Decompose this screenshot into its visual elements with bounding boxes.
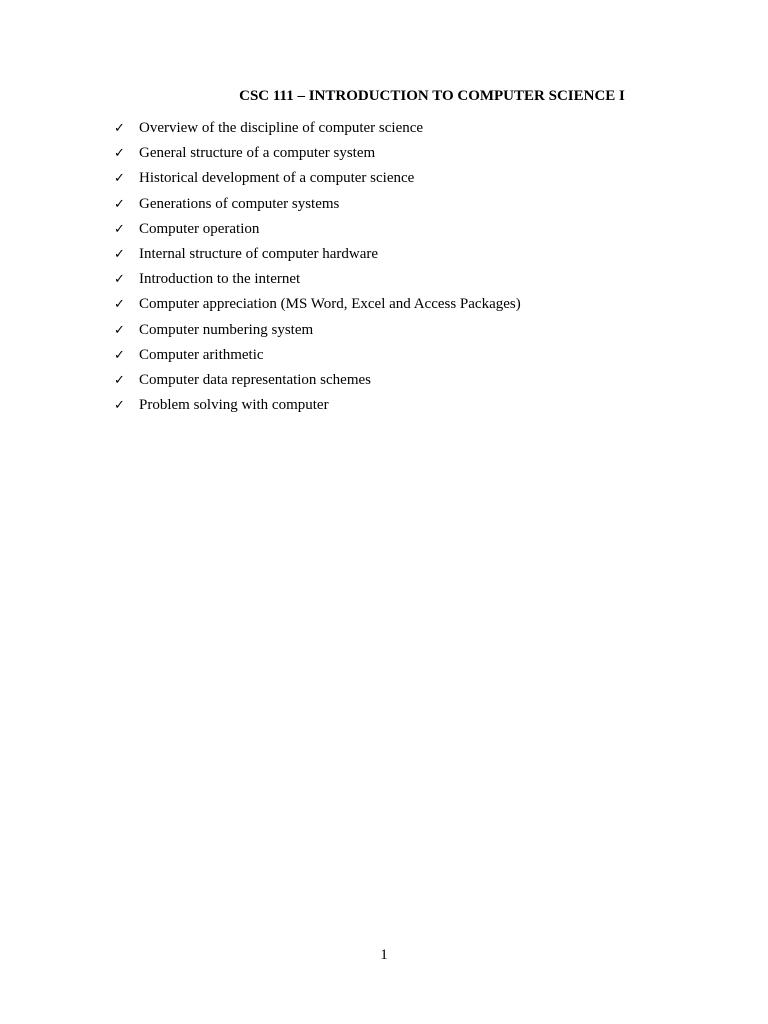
topic-text: Computer arithmetic — [139, 346, 264, 363]
check-icon: ✓ — [114, 146, 125, 162]
page-title: CSC 111 – INTRODUCTION TO COMPUTER SCIENCE I — [239, 88, 625, 104]
list-item — [114, 141, 521, 166]
page-number: 1 — [380, 947, 388, 963]
topic-text: Computer operation — [139, 220, 260, 237]
check-icon: ✓ — [114, 297, 125, 313]
check-icon: ✓ — [114, 322, 125, 338]
check-icon: ✓ — [114, 221, 125, 237]
topic-text: Generations of computer systems — [139, 195, 340, 212]
topic-text: Overview of the discipline of computer science — [139, 120, 424, 137]
check-icon: ✓ — [114, 247, 125, 263]
topic-text: Internal structure of computer hardware — [139, 246, 379, 263]
list-item — [114, 116, 521, 141]
topic-text: Introduction to the internet — [139, 271, 301, 288]
list-item — [114, 343, 521, 368]
check-icon: ✓ — [114, 196, 125, 212]
check-icon: ✓ — [114, 171, 125, 187]
list-item — [114, 217, 521, 242]
list-item — [114, 267, 521, 292]
check-icon: ✓ — [114, 121, 125, 137]
topic-text: Computer appreciation (MS Word, Excel and Access Packages) — [139, 296, 521, 313]
topic-text: General structure of a computer system — [139, 145, 376, 162]
list-item — [114, 368, 521, 393]
check-icon: ✓ — [114, 372, 125, 388]
topic-text: Problem solving with computer — [139, 397, 329, 414]
list-item — [114, 292, 521, 317]
list-item — [114, 318, 521, 343]
check-icon: ✓ — [114, 272, 125, 288]
topic-list — [114, 116, 521, 418]
topic-text: Historical development of a computer science — [139, 170, 415, 187]
list-item — [114, 242, 521, 267]
check-icon: ✓ — [114, 398, 125, 414]
list-item — [114, 192, 521, 217]
check-icon: ✓ — [114, 347, 125, 363]
topic-text: Computer data representation schemes — [139, 371, 372, 388]
list-item — [114, 393, 521, 418]
topic-text: Computer numbering system — [139, 321, 314, 338]
list-item — [114, 166, 521, 191]
